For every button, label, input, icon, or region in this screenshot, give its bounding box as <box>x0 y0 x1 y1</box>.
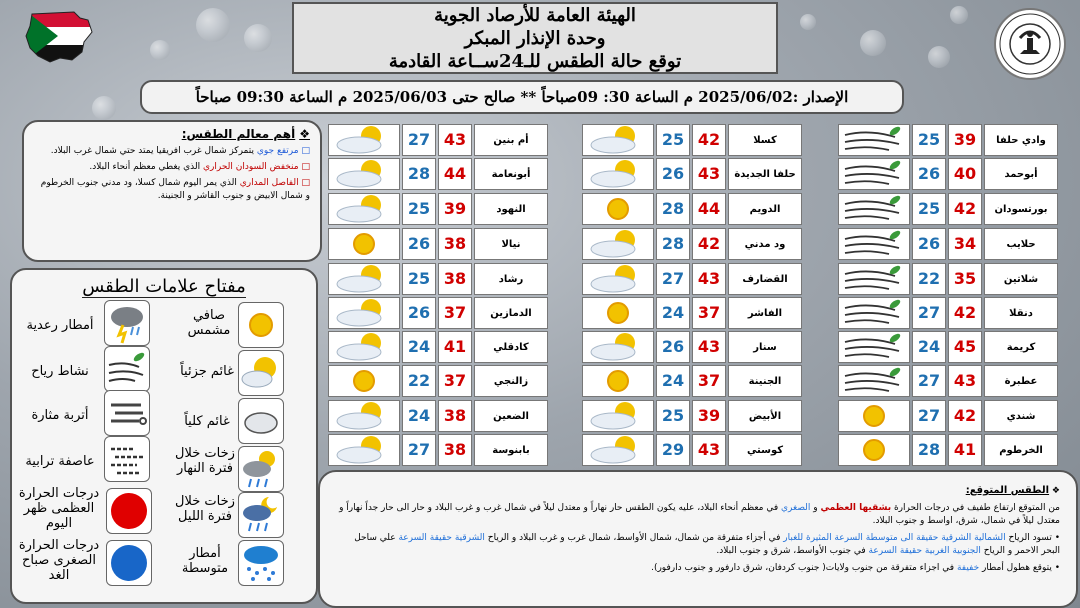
night-showers-icon <box>238 492 284 538</box>
partly-cloudy-icon <box>328 158 400 190</box>
water-drop <box>244 24 272 52</box>
city-forecast-row <box>328 434 564 466</box>
partly-cloudy-icon <box>582 124 654 156</box>
min-temp-value: 26 <box>912 228 946 260</box>
min-temp-value: 22 <box>912 263 946 295</box>
sunny-icon <box>838 434 910 466</box>
min-temp-value: 28 <box>656 228 690 260</box>
max-temp-value: 43 <box>438 124 472 156</box>
city-forecast-row <box>582 331 818 363</box>
city-forecast-row <box>838 331 1074 363</box>
partly-cloudy-icon <box>582 263 654 295</box>
city-name: كوستي <box>728 434 802 466</box>
min-temp-value: 26 <box>402 297 436 329</box>
city-forecast-row <box>838 193 1074 225</box>
max-temp-value: 41 <box>948 434 982 466</box>
max-temp-value: 42 <box>692 124 726 156</box>
city-name: وادي حلفا <box>984 124 1058 156</box>
unit-name: وحدة الإنذار المبكر <box>464 28 606 49</box>
city-forecast-row <box>328 263 564 295</box>
sandstorm-icon <box>104 436 150 482</box>
legend-label-sandstorm: عاصفة ترابية <box>25 454 95 469</box>
city-name: أبونعامة <box>474 158 548 190</box>
min-temp-value: 28 <box>912 434 946 466</box>
city-name: حلايب <box>984 228 1058 260</box>
min-temp-value: 25 <box>402 193 436 225</box>
max-temp-value: 45 <box>948 331 982 363</box>
city-forecast-row <box>328 400 564 432</box>
partly-cloudy-icon <box>328 297 400 329</box>
max-temp-icon <box>106 488 152 534</box>
city-forecast-row <box>838 400 1074 432</box>
max-temp-value: 41 <box>438 331 472 363</box>
partly-cloudy-icon <box>238 350 284 396</box>
city-name: كسلا <box>728 124 802 156</box>
partly-cloudy-icon <box>328 400 400 432</box>
max-temp-value: 43 <box>692 331 726 363</box>
min-temp-value: 24 <box>656 297 690 329</box>
legend-label-moderate-rain: أمطار متوسطة <box>181 546 229 576</box>
city-name: الخرطوم <box>984 434 1058 466</box>
city-name: الفاشر <box>728 297 802 329</box>
report-header <box>292 2 778 74</box>
min-temp-value: 24 <box>402 331 436 363</box>
weather-legend-box <box>10 268 318 604</box>
dust-icon <box>104 390 150 436</box>
legend-label-dust: أتربة مثارة <box>31 408 89 423</box>
expected-weather-box <box>318 470 1078 608</box>
city-forecast-row <box>838 297 1074 329</box>
cloudy-icon <box>238 398 284 444</box>
city-name: بورتسودان <box>984 193 1058 225</box>
min-temp-value: 27 <box>912 365 946 397</box>
city-name: بابنوسة <box>474 434 548 466</box>
sunny-icon <box>328 228 400 260</box>
feature-text: يتمركز شمال غرب افريقيا يمتد حتي شمال غرب البلاد. <box>50 146 257 156</box>
feature-highlight: مرتفع جوي <box>256 146 299 156</box>
city-name: دنقلا <box>984 297 1058 329</box>
max-temp-value: 43 <box>948 365 982 397</box>
features-title-row <box>34 128 310 141</box>
min-temp-value: 27 <box>656 263 690 295</box>
wind-icon <box>838 365 910 397</box>
city-forecast-row <box>582 124 818 156</box>
legend-label-max-temp: درجات الحرارة العظمى ظهر اليوم <box>18 486 100 531</box>
expected-text: العظمي <box>820 503 860 513</box>
city-name: النهود <box>474 193 548 225</box>
expected-text: و <box>810 503 821 513</box>
city-forecast-row <box>328 193 564 225</box>
min-temp-value: 27 <box>402 434 436 466</box>
moderate-rain-icon <box>238 540 284 586</box>
max-temp-value: 37 <box>692 297 726 329</box>
legend-label-sunny: صافي مشمس <box>187 308 231 338</box>
city-name: ود مدني <box>728 228 802 260</box>
city-name: رشاد <box>474 263 548 295</box>
city-name: سنار <box>728 331 802 363</box>
city-forecast-row <box>838 434 1074 466</box>
expected-text: في جنوب الأواسط، شرق و جنوب البلاد. <box>716 546 869 556</box>
min-temp-value: 25 <box>656 124 690 156</box>
city-forecast-row <box>328 331 564 363</box>
expected-text: تسود الرياح <box>1005 533 1052 543</box>
min-temp-value: 26 <box>656 158 690 190</box>
city-name: كادقلي <box>474 331 548 363</box>
water-drop <box>196 8 230 42</box>
sunny-icon <box>328 365 400 397</box>
city-forecast-row <box>328 228 564 260</box>
min-temp-value: 27 <box>402 124 436 156</box>
min-temp-value: 24 <box>402 400 436 432</box>
wind-icon <box>838 331 910 363</box>
max-temp-value: 39 <box>692 400 726 432</box>
water-drop <box>950 6 968 24</box>
city-forecast-row <box>328 158 564 190</box>
features-title: أهم معالم الطقس: <box>181 127 296 141</box>
max-temp-value: 38 <box>438 434 472 466</box>
wind-icon <box>104 346 150 392</box>
diamond-bullet-icon: ❖ <box>299 127 310 141</box>
city-forecast-row <box>328 124 564 156</box>
min-temp-icon <box>106 540 152 586</box>
wind-icon <box>838 263 910 295</box>
max-temp-value: 42 <box>948 193 982 225</box>
legend-title: مفتاح علامات الطقس <box>82 276 246 297</box>
expected-text: الصغري <box>781 503 811 513</box>
max-temp-value: 39 <box>948 124 982 156</box>
city-forecast-row <box>328 365 564 397</box>
square-bullet-icon: □ <box>301 178 310 188</box>
max-temp-value: 43 <box>692 158 726 190</box>
min-temp-value: 28 <box>656 193 690 225</box>
max-temp-value: 38 <box>438 263 472 295</box>
thunderstorm-icon <box>104 300 150 346</box>
water-drop <box>800 14 816 30</box>
min-temp-value: 22 <box>402 365 436 397</box>
max-temp-value: 35 <box>948 263 982 295</box>
city-forecast-row <box>838 263 1074 295</box>
city-forecast-row <box>582 193 818 225</box>
water-drop <box>928 46 950 68</box>
partly-cloudy-icon <box>582 158 654 190</box>
wind-icon <box>838 124 910 156</box>
max-temp-value: 44 <box>438 158 472 190</box>
expected-paragraph-temperature <box>336 502 1060 528</box>
city-forecast-row <box>838 228 1074 260</box>
expected-text: علي ساحل البحر الاحمر و الرياح <box>354 533 1060 556</box>
expected-text: في أجزاء متفرقة من شمال، شمال الأواسط، شمال غرب و غرب البلاد و الرياح <box>484 533 784 543</box>
expected-text: يتوقع هطول أمطار <box>979 563 1052 573</box>
expected-paragraph-winds: • تسود الرياح الشمالية الشرقية حقيقة الى متوسطة السرعة المثيرة للغبار في أجزاء متفرقة من شمال، شمال الأواسط، شمال غرب و غرب البلاد و الرياح الشرقية حقيقة السرعة علي ساحل البحر الاحمر و الرياح الجنوبية الغربية حقيقة السرعة في جنوب الأواسط، شرق و جنوب البلاد. <box>354 533 1060 556</box>
max-temp-value: 42 <box>692 228 726 260</box>
min-temp-value: 27 <box>912 297 946 329</box>
feature-text: الذي يمر اليوم شمال كسلا، ود مدني جنوب الخرطوم و شمال الابيض و جنوب القاشر و الجنينة. <box>40 178 310 201</box>
city-name: شندي <box>984 400 1058 432</box>
expected-text: الشرقية حقيقة السرعة <box>398 533 485 543</box>
wind-icon <box>838 193 910 225</box>
feature-item <box>34 161 310 174</box>
city-name: زالنجي <box>474 365 548 397</box>
min-temp-value: 26 <box>912 158 946 190</box>
partly-cloudy-icon <box>328 331 400 363</box>
sudan-flag-map-icon <box>22 8 94 64</box>
city-name: الأبيض <box>728 400 802 432</box>
city-name: شلاتين <box>984 263 1058 295</box>
city-forecast-row <box>838 124 1074 156</box>
wind-icon <box>838 297 910 329</box>
square-bullet-icon: □ <box>301 146 310 156</box>
water-drop <box>92 96 116 120</box>
sunny-icon <box>838 400 910 432</box>
partly-cloudy-icon <box>328 193 400 225</box>
water-drop <box>860 30 886 56</box>
city-forecast-row <box>838 365 1074 397</box>
legend-label-thunderstorm: أمطار رعدية <box>26 318 94 333</box>
feature-text: الذي يغطي معظم أنحاء البلاد. <box>89 162 203 172</box>
max-temp-value: 40 <box>948 158 982 190</box>
city-name: القضارف <box>728 263 802 295</box>
partly-cloudy-icon <box>582 331 654 363</box>
legend-label-partly-cloudy: غائم جزئياً <box>180 364 234 379</box>
expected-text: في اجزاء متفرقة من جنوب ولايات( جنوب كردفان، شرق دارفور و جنوب دارفور). <box>651 563 957 573</box>
sunny-icon <box>582 297 654 329</box>
square-bullet-icon: □ <box>301 162 310 172</box>
report-title: توقع حالة الطقس للـ24ســاعة القادمة <box>388 51 682 72</box>
city-name: كريمة <box>984 331 1058 363</box>
city-forecast-row <box>582 400 818 432</box>
expected-text: في معظم أنحاء البلاد، عليه يكون الطقس حار نهاراً و معتدل ليلاً في شمال غرب و غرب البلاد و حار الى حار جداً نهاراً و معتدل ليلاً في شمال، شرق، اواسط و جنوب البلاد. <box>339 503 1060 526</box>
max-temp-value: 43 <box>692 434 726 466</box>
feature-highlight: الفاصل المداري <box>239 178 299 188</box>
diamond-bullet-icon: ❖ <box>1049 486 1060 496</box>
expected-text: الشمالية الشرقية حقيقة الى متوسطة السرعة المثيرة للغبار <box>783 533 1006 543</box>
max-temp-value: 43 <box>692 263 726 295</box>
min-temp-value: 27 <box>912 400 946 432</box>
max-temp-value: 38 <box>438 228 472 260</box>
feature-item <box>34 145 310 158</box>
max-temp-value: 37 <box>438 297 472 329</box>
city-forecast-row <box>582 158 818 190</box>
city-name: نيالا <box>474 228 548 260</box>
partly-cloudy-icon <box>328 434 400 466</box>
min-temp-value: 25 <box>912 193 946 225</box>
day-showers-icon <box>238 446 284 492</box>
expected-paragraph-rain: • يتوقع هطول أمطار خفيفة في اجزاء متفرقة من جنوب ولايات( جنوب كردفان، شرق دارفور و جنوب دارفور). <box>651 563 1060 573</box>
city-name: أم بنين <box>474 124 548 156</box>
city-forecast-row <box>582 263 818 295</box>
city-name: الضعين <box>474 400 548 432</box>
expected-text: خفيفة <box>956 563 980 573</box>
min-temp-value: 26 <box>402 228 436 260</box>
city-name: عطبرة <box>984 365 1058 397</box>
city-forecast-row <box>838 158 1074 190</box>
city-forecast-row <box>582 365 818 397</box>
partly-cloudy-icon <box>328 124 400 156</box>
city-name: الجنينة <box>728 365 802 397</box>
partly-cloudy-icon <box>582 434 654 466</box>
min-temp-value: 29 <box>656 434 690 466</box>
max-temp-value: 37 <box>692 365 726 397</box>
max-temp-value: 39 <box>438 193 472 225</box>
min-temp-value: 25 <box>402 263 436 295</box>
water-drop <box>150 40 170 60</box>
max-temp-value: 44 <box>692 193 726 225</box>
min-temp-value: 24 <box>912 331 946 363</box>
issue-validity-line: الإصدار :2025/06/02 م الساعة 30: 09صباحاً ** صالح حتى 2025/06/03 م الساعة 09:30 صباحاً <box>140 80 904 114</box>
legend-label-day-showers: زخات خلال فترة النهار <box>175 446 235 476</box>
max-temp-value: 37 <box>438 365 472 397</box>
feature-highlight: منخفض السودان الحراري <box>203 162 299 172</box>
min-temp-value: 25 <box>912 124 946 156</box>
max-temp-value: 42 <box>948 400 982 432</box>
expected-text: من المتوقع ارتفاع طفيف في درجات الحرارة <box>891 503 1060 513</box>
max-temp-value: 42 <box>948 297 982 329</box>
feature-item <box>34 177 310 203</box>
legend-label-min-temp: درجات الحرارة الصغرى صباح الغد <box>18 538 100 583</box>
city-name: الدمازين <box>474 297 548 329</box>
wind-icon <box>838 158 910 190</box>
authority-name: الهيئة العامة للأرصاد الجوية <box>434 5 636 26</box>
min-temp-value: 24 <box>656 365 690 397</box>
expected-text: الجنوبية الغربية حقيقة السرعة <box>868 546 981 556</box>
sunny-icon <box>582 193 654 225</box>
city-forecast-row <box>582 434 818 466</box>
partly-cloudy-icon <box>328 263 400 295</box>
city-name: أبوحمد <box>984 158 1058 190</box>
sunny-icon <box>238 302 284 348</box>
city-name: حلفا الجديدة <box>728 158 802 190</box>
legend-label-night-showers: زخات خلال فترة الليل <box>175 494 235 524</box>
partly-cloudy-icon <box>582 228 654 260</box>
weather-features-box <box>22 120 322 262</box>
wind-icon <box>838 228 910 260</box>
sunny-icon <box>582 365 654 397</box>
expected-title: الطقس المتوقع: <box>965 485 1050 496</box>
expected-text: بشقيها <box>859 503 892 513</box>
legend-label-wind: نشاط رياح <box>31 364 89 379</box>
city-forecast-row <box>582 297 818 329</box>
partly-cloudy-icon <box>582 400 654 432</box>
city-forecast-row <box>328 297 564 329</box>
legend-label-cloudy: غائم كلياً <box>184 414 230 429</box>
city-name: الدويم <box>728 193 802 225</box>
max-temp-value: 38 <box>438 400 472 432</box>
min-temp-value: 25 <box>656 400 690 432</box>
min-temp-value: 28 <box>402 158 436 190</box>
min-temp-value: 26 <box>656 331 690 363</box>
city-forecast-row <box>582 228 818 260</box>
meteorological-authority-logo <box>994 8 1066 80</box>
max-temp-value: 34 <box>948 228 982 260</box>
